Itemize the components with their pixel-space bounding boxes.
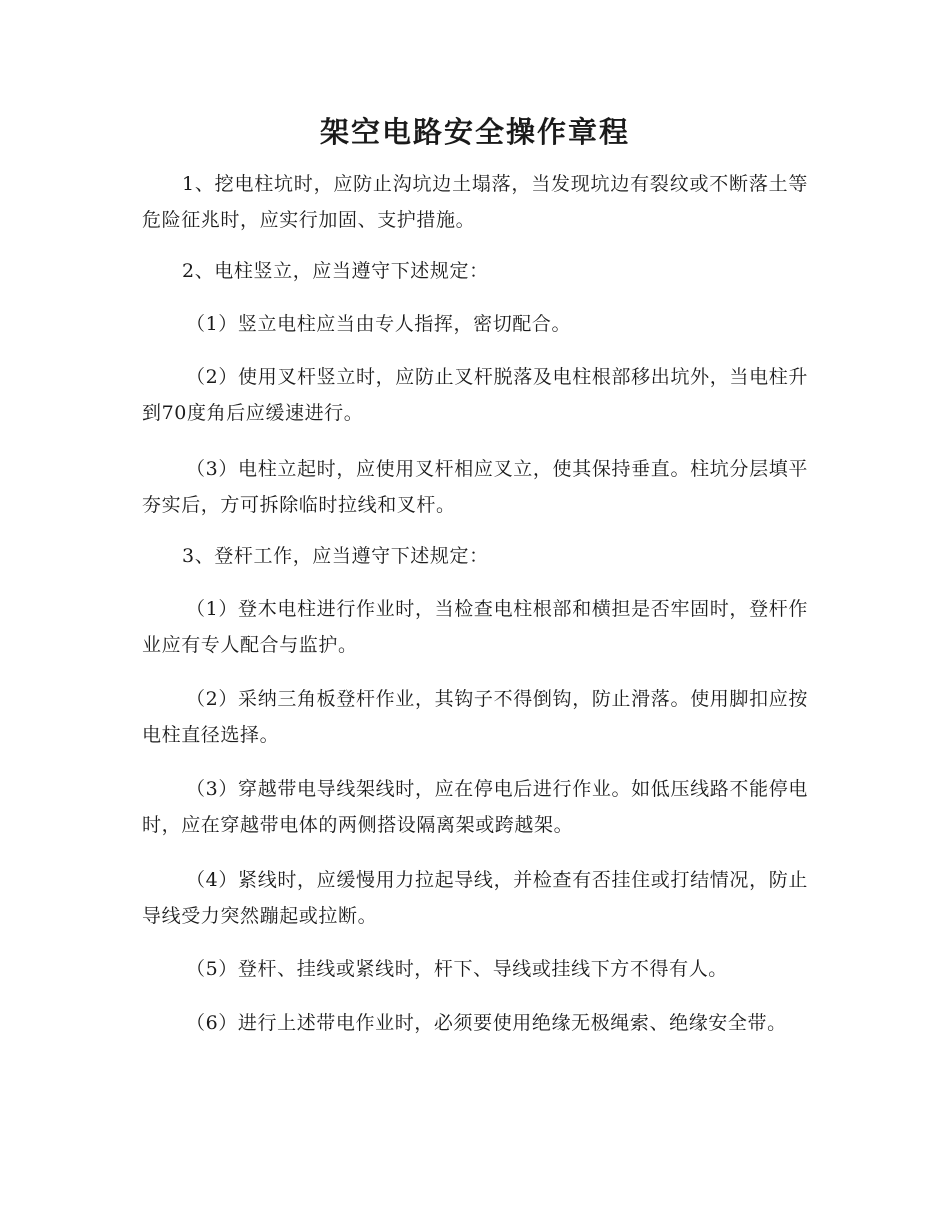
paragraph-3-1: （1）登木电柱进行作业时，当检查电柱根部和横担是否牢固时，登杆作业应有专人配合与监护。 xyxy=(142,598,808,656)
paragraph-2-1: （1）竖立电柱应当由专人指挥，密切配合。 xyxy=(186,313,572,335)
paragraph-1: 1、挖电柱坑时，应防止沟坑边土塌落，当发现坑边有裂纹或不断落土等危险征兆时，应实行加固、支护措施。 xyxy=(142,173,808,231)
paragraph-2-2: （2）使用叉杆竖立时，应防止叉杆脱落及电柱根部移出坑外，当电柱升到70度角后应缓速进行。 xyxy=(142,366,808,424)
paragraph-2-3: （3）电柱立起时，应使用叉杆相应叉立，使其保持垂直。柱坑分层填平夯实后，方可拆除临时拉线和叉杆。 xyxy=(142,458,808,516)
document-title: 架空电路安全操作章程 xyxy=(319,115,630,149)
paragraph-3-3: （3）穿越带电导线架线时，应在停电后进行作业。如低压线路不能停电时，应在穿越带电体的两侧搭设隔离架或跨越架。 xyxy=(142,778,808,836)
paragraph-3-4: （4）紧线时，应缓慢用力拉起导线，并检查有否挂住或打结情况，防止导线受力突然蹦起或拉断。 xyxy=(142,869,808,927)
paragraph-2: 2、电柱竖立，应当遵守下述规定： xyxy=(182,260,489,282)
paragraph-3-6: （6）进行上述带电作业时，必须要使用绝缘无极绳索、绝缘安全带。 xyxy=(186,1012,787,1034)
paragraph-3-5: （5）登杆、挂线或紧线时，杆下、导线或挂线下方不得有人。 xyxy=(186,958,728,980)
paragraph-3-2: （2）采纳三角板登杆作业，其钩子不得倒钩，防止滑落。使用脚扣应按电柱直径选择。 xyxy=(142,688,808,746)
paragraph-3: 3、登杆工作，应当遵守下述规定： xyxy=(182,545,489,567)
